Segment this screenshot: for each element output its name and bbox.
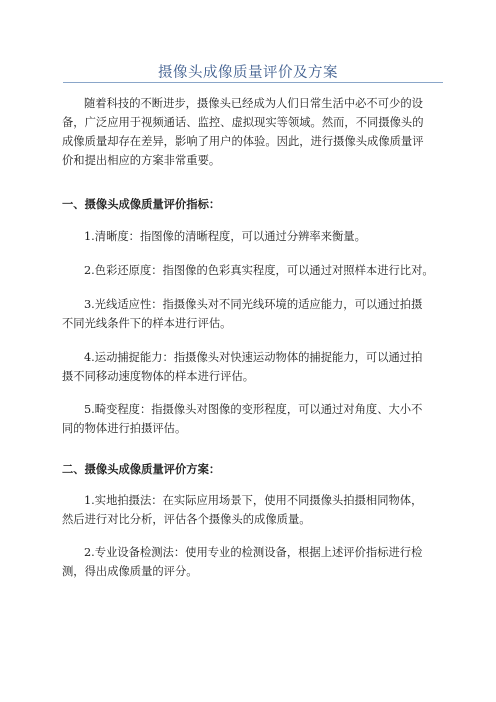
- item-line: 1.实地拍摄法：在实际应用场景下，使用不同摄像头拍摄相同物体，: [84, 494, 423, 507]
- item-line: 摄不同移动速度物体的样本进行评估。: [62, 370, 255, 383]
- item-line: 然后进行对比分析，评估各个摄像头的成像质量。: [62, 513, 311, 526]
- intro-line: 成像质量却存在差异，影响了用户的体验。因此，进行摄像头成像质量评: [62, 135, 424, 148]
- item-line: 同的物体进行拍摄评估。: [62, 422, 187, 435]
- item-line: 1.清晰度：指图像的清晰程度，可以通过分辨率来衡量。: [84, 230, 366, 243]
- document-title: 摄像头成像质量评价及方案: [158, 65, 338, 81]
- item-line: 2.专业设备检测法：使用专业的检测设备，根据上述评价指标进行检: [84, 546, 423, 559]
- section2-item: [62, 543, 452, 581]
- section1-item: [62, 400, 452, 438]
- item-line: 测，得出成像质量的评分。: [62, 565, 198, 578]
- section2-heading: 二、摄像头成像质量评价方案：: [62, 462, 221, 476]
- intro-line: 备，广泛应用于视频通话、监控、虚拟现实等领域。然而，不同摄像头的: [62, 116, 424, 129]
- section1-item: [62, 348, 452, 386]
- item-line: 3.光线适应性：指摄像头对不同光线环境的适应能力，可以通过拍摄: [84, 298, 423, 311]
- section1-heading: 一、摄像头成像质量评价指标：: [62, 197, 221, 211]
- item-line: 5.畸变程度：指摄像头对图像的变形程度，可以通过对角度、大小不: [84, 403, 423, 416]
- intro-line: 随着科技的不断进步，摄像头已经成为人们日常生活中必不可少的设: [84, 97, 423, 110]
- section1-item: [62, 295, 452, 333]
- item-line: 2.色彩还原度：指图像的色彩真实程度，可以通过对照样本进行比对。: [84, 264, 434, 277]
- section2-item: [62, 491, 452, 529]
- title-divider: [63, 82, 443, 83]
- item-line: 4.运动捕捉能力：指摄像头对快速运动物体的捕捉能力，可以通过拍: [84, 351, 423, 364]
- item-line: 不同光线条件下的样本进行评估。: [62, 317, 232, 330]
- intro-paragraph: [62, 94, 452, 170]
- section1-item: [62, 261, 452, 280]
- section1-item: [62, 227, 452, 246]
- intro-line: 价和提出相应的方案非常重要。: [62, 154, 221, 167]
